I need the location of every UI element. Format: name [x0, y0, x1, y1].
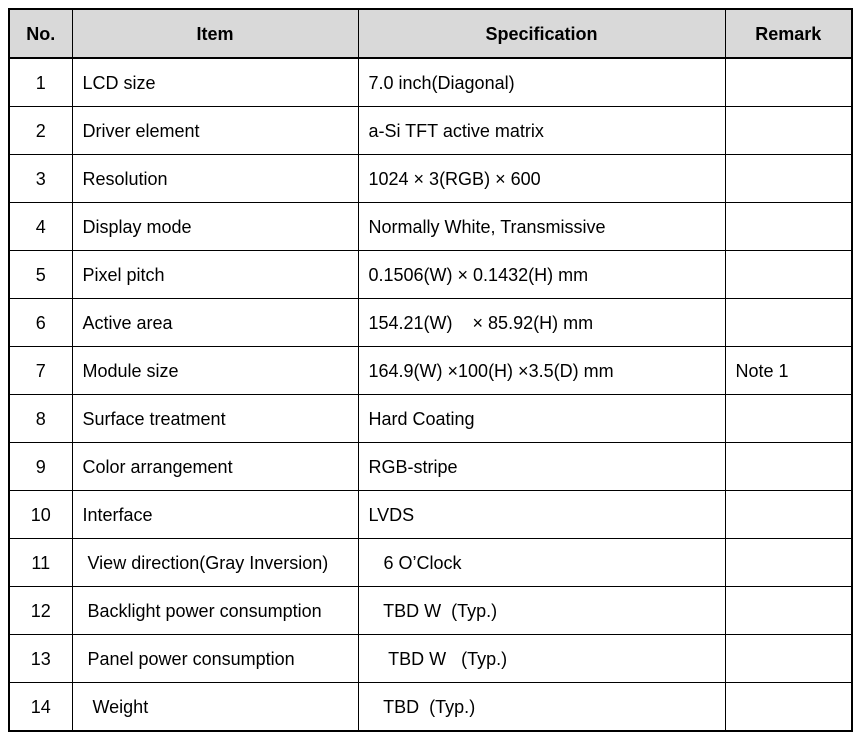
cell-remark — [725, 395, 852, 443]
header-no: No. — [9, 9, 72, 58]
cell-no: 5 — [9, 251, 72, 299]
cell-item: Backlight power consumption — [72, 587, 358, 635]
cell-item: Module size — [72, 347, 358, 395]
table-row — [9, 251, 852, 299]
cell-no: 8 — [9, 395, 72, 443]
table-row — [9, 347, 852, 395]
header-specification: Specification — [358, 9, 725, 58]
table-row — [9, 155, 852, 203]
cell-item: Pixel pitch — [72, 251, 358, 299]
cell-specification: Hard Coating — [358, 395, 725, 443]
cell-item: Driver element — [72, 107, 358, 155]
table-row — [9, 203, 852, 251]
table-row — [9, 58, 852, 107]
header-item: Item — [72, 9, 358, 58]
header-row — [9, 9, 852, 58]
cell-specification: a-Si TFT active matrix — [358, 107, 725, 155]
cell-specification: 6 O’Clock — [358, 539, 725, 587]
cell-remark — [725, 107, 852, 155]
table-header — [9, 9, 852, 58]
cell-item: LCD size — [72, 58, 358, 107]
cell-no: 12 — [9, 587, 72, 635]
cell-no: 4 — [9, 203, 72, 251]
table-row — [9, 539, 852, 587]
cell-no: 11 — [9, 539, 72, 587]
cell-item: Weight — [72, 683, 358, 732]
cell-specification: 1024 × 3(RGB) × 600 — [358, 155, 725, 203]
cell-item: Display mode — [72, 203, 358, 251]
table-row — [9, 683, 852, 732]
cell-item: Surface treatment — [72, 395, 358, 443]
cell-no: 10 — [9, 491, 72, 539]
cell-remark: Note 1 — [725, 347, 852, 395]
cell-no: 1 — [9, 58, 72, 107]
cell-item: Interface — [72, 491, 358, 539]
cell-item: Color arrangement — [72, 443, 358, 491]
cell-item: View direction(Gray Inversion) — [72, 539, 358, 587]
cell-no: 13 — [9, 635, 72, 683]
cell-item: Resolution — [72, 155, 358, 203]
cell-remark — [725, 683, 852, 732]
cell-specification: LVDS — [358, 491, 725, 539]
cell-specification: TBD W (Typ.) — [358, 587, 725, 635]
table-row — [9, 635, 852, 683]
table-row — [9, 395, 852, 443]
cell-no: 7 — [9, 347, 72, 395]
cell-specification: 154.21(W) × 85.92(H) mm — [358, 299, 725, 347]
header-remark: Remark — [725, 9, 852, 58]
cell-remark — [725, 155, 852, 203]
cell-specification: 7.0 inch(Diagonal) — [358, 58, 725, 107]
table-body — [9, 58, 852, 731]
table-row — [9, 491, 852, 539]
table-row — [9, 299, 852, 347]
cell-remark — [725, 299, 852, 347]
cell-specification: RGB-stripe — [358, 443, 725, 491]
cell-specification: TBD (Typ.) — [358, 683, 725, 732]
cell-specification: 164.9(W) ×100(H) ×3.5(D) mm — [358, 347, 725, 395]
specification-table — [8, 8, 853, 732]
cell-remark — [725, 203, 852, 251]
cell-specification: TBD W (Typ.) — [358, 635, 725, 683]
cell-no: 3 — [9, 155, 72, 203]
cell-no: 6 — [9, 299, 72, 347]
cell-specification: Normally White, Transmissive — [358, 203, 725, 251]
cell-remark — [725, 635, 852, 683]
cell-remark — [725, 539, 852, 587]
table-row — [9, 587, 852, 635]
cell-no: 9 — [9, 443, 72, 491]
table-row — [9, 443, 852, 491]
cell-remark — [725, 443, 852, 491]
cell-remark — [725, 251, 852, 299]
cell-item: Active area — [72, 299, 358, 347]
cell-remark — [725, 491, 852, 539]
cell-item: Panel power consumption — [72, 635, 358, 683]
cell-no: 14 — [9, 683, 72, 732]
cell-remark — [725, 587, 852, 635]
cell-remark — [725, 58, 852, 107]
cell-specification: 0.1506(W) × 0.1432(H) mm — [358, 251, 725, 299]
cell-no: 2 — [9, 107, 72, 155]
table-row — [9, 107, 852, 155]
